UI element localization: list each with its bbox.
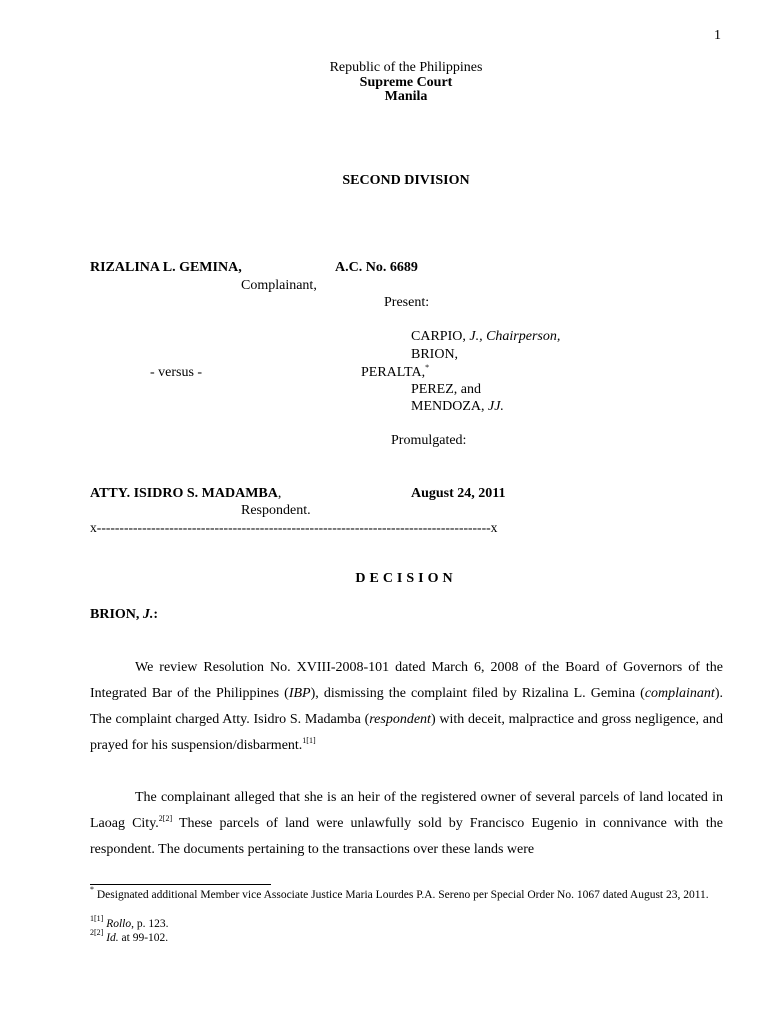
justice-brion: BRION,: [411, 347, 459, 362]
header-city: Manila: [384, 89, 428, 104]
page-number: 1: [714, 28, 721, 43]
header-republic: Republic of the Philippines: [329, 60, 483, 75]
justice-mendoza: MENDOZA, JJ.: [411, 399, 504, 414]
ponente-line: BRION, J.:: [90, 607, 159, 622]
justice-carpio: CARPIO, J., Chairperson,: [411, 329, 561, 344]
present-label: Present:: [384, 295, 430, 310]
decision-title: DECISION: [355, 571, 457, 586]
versus-label: - versus -: [150, 365, 203, 380]
complainant-role: Complainant,: [241, 278, 317, 293]
footnote-star: * Designated additional Member vice Associate Justice Maria Lourdes P.A. Sereno per Special Order No. 1067 dated August 23, 2011.: [90, 885, 709, 901]
complainant-name: RIZALINA L. GEMINA,: [90, 260, 242, 275]
footnote-divider: [90, 884, 271, 885]
promulgation-date: August 24, 2011: [411, 486, 506, 501]
respondent-role: Respondent.: [241, 503, 311, 518]
division-heading: SECOND DIVISION: [342, 173, 470, 188]
justice-perez: PEREZ, and: [411, 382, 481, 397]
footnote-1: $^{1[1]}$ Rollo, p. 123.: [90, 914, 169, 930]
case-number: A.C. No. 6689: [335, 260, 418, 275]
respondent-name: ATTY. ISIDRO S. MADAMBA,: [90, 486, 282, 501]
promulgated-label: Promulgated:: [391, 433, 467, 448]
footnote-ref-star: *: [425, 363, 430, 372]
header-court: Supreme Court: [359, 75, 453, 90]
paragraph-2: The complainant alleged that she is an heir of the registered owner of several parcels of land located in Laoag City.$^{2[2]}$ These parcels of land were unlawfully sold by Francisco Eugenio in connivance with the respondent. The documents pertaining to the transactions over these lands were: [90, 790, 723, 857]
caption-separator: x---------------------------------------------------------------------------------------x: [90, 520, 498, 535]
footnote-ref-2: 2[2]: [158, 814, 173, 823]
footnote-ref-1: 1[1]: [302, 736, 316, 745]
justice-peralta: PERALTA,*: [361, 363, 430, 380]
paragraph-1: We review Resolution No. XVIII-2008-101 dated March 6, 2008 of the Board of Governors of the Integrated Bar of the Philippines (IBP), dismissing the complaint filed by Rizalina L. Gemina (complainant). The complaint charged Atty. Isidro S. Madamba (respondent) with deceit, malpractice and gross negligence, and prayed for his suspension/disbarment.$^{1[1]}$: [90, 660, 723, 753]
footnote-2: $^{2[2]}$ Id. at 99-102.: [90, 928, 169, 944]
